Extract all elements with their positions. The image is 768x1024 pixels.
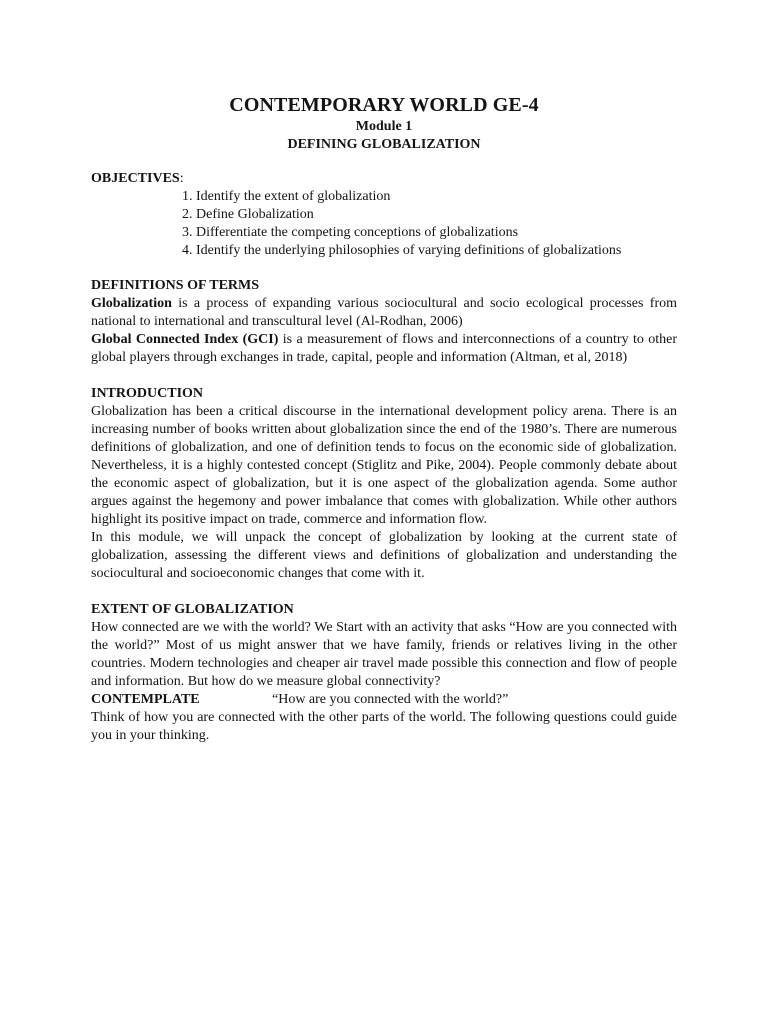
introduction-paragraph-2: In this module, we will unpack the concept of globalization by looking at the current state of globalization, assessing the different views and definitions of globalization and understanding the sociocultural and socioeconomic changes that come with it. [91, 530, 677, 581]
objective-item: 1. Identify the extent of globalization [182, 189, 391, 204]
objective-item: 3. Differentiate the competing conceptions of globalizations [182, 225, 519, 240]
definitions-heading: DEFINITIONS OF TERMS [91, 278, 260, 293]
objectives-list [91, 188, 677, 260]
document-page [91, 93, 677, 745]
module-number: Module 1 [355, 119, 413, 134]
contemplate-question: “How are you connected with the world?” [272, 692, 509, 707]
introduction-paragraph-1: Globalization has been a critical discourse in the international development policy arena. There is an increasing number of books written about globalization since the end of the 1980’s. There are numerous definitions of globalization, and one of definition tends to focus on the economic side of globalization. Nevertheless, it is a highly contested concept (Stiglitz and Pike, 2004). People commonly debate about the economic aspect of globalization, but it is one aspect of the globalization agenda. Some author argues against the hegemony and power imbalance that comes with globalization. While other authors highlight its positive impact on trade, commerce and information flow. [91, 404, 677, 527]
objective-item: 2. Define Globalization [182, 207, 314, 222]
extent-heading: EXTENT OF GLOBALIZATION [91, 602, 294, 617]
introduction-heading: INTRODUCTION [91, 386, 204, 401]
gci-term: Global Connected Index (GCI) [91, 332, 279, 347]
globalization-definition [91, 295, 677, 331]
document-title: CONTEMPORARY WORLD GE-4 [229, 94, 539, 116]
contemplate-paragraph: Think of how you are connected with the other parts of the world. The following questions could guide you in your thinking. [91, 710, 677, 743]
contemplate-label: CONTEMPLATE [91, 692, 200, 707]
gci-definition-text: is a measurement of flows and interconnections of a country to other global players through exchanges in trade, capital, people and information (Altman, et al, 2018) [91, 332, 677, 365]
globalization-definition-text: is a process of expanding various sociocultural and socio ecological processes from national to international and transcultural level (Al-Rodhan, 2006) [91, 296, 677, 329]
objectives-colon: : [179, 171, 184, 186]
globalization-term: Globalization [91, 296, 172, 311]
extent-paragraph: How connected are we with the world? We Start with an activity that asks “How are you connected with the world?” Most of us might answer that we have family, friends or relatives living in the other countries. Modern technologies and cheaper air travel made possible this connection and flow of people and information. But how do we measure global connectivity? [91, 620, 677, 689]
objective-item: 4. Identify the underlying philosophies of varying definitions of globalizations [182, 243, 622, 258]
contemplate-row [91, 691, 677, 709]
objectives-heading: OBJECTIVES [91, 171, 180, 186]
gci-definition [91, 331, 677, 367]
objectives-label [91, 170, 677, 188]
module-subtitle: DEFINING GLOBALIZATION [287, 137, 481, 152]
